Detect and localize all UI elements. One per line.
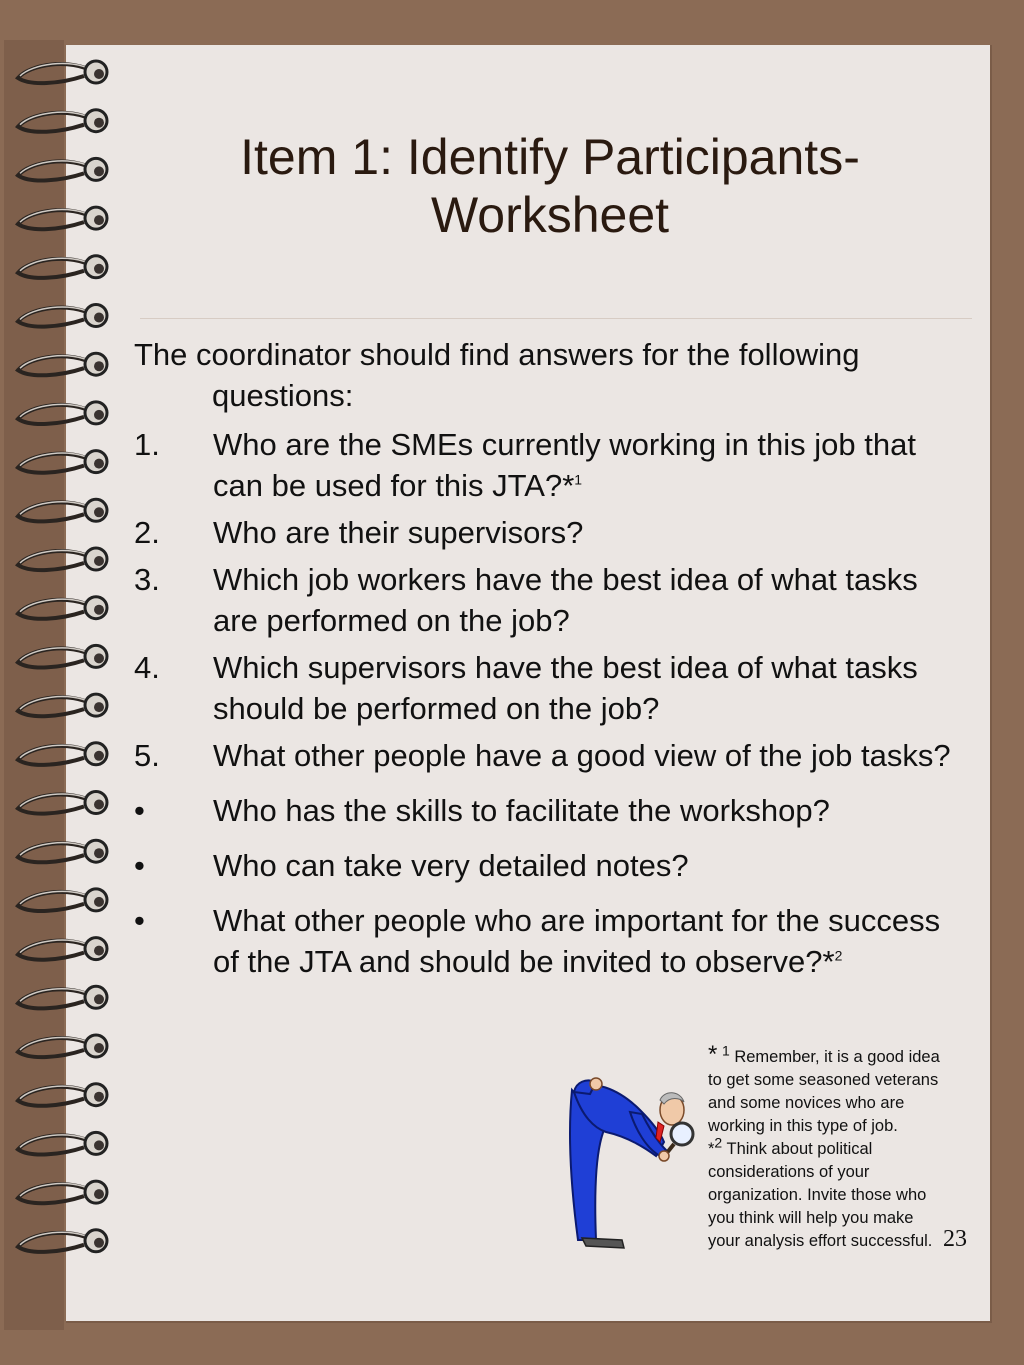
spiral-ring	[18, 597, 107, 619]
footnote	[708, 1043, 948, 1253]
title-line-1: Item 1: Identify Participants-	[240, 129, 860, 185]
intro-text: The coordinator should find answers for the following questions:	[134, 337, 860, 413]
question-item	[134, 647, 954, 729]
question-marker: •	[134, 793, 145, 828]
title-line-2: Worksheet	[430, 187, 670, 243]
spiral-ring	[18, 207, 107, 229]
spiral-ring	[18, 694, 107, 716]
question-text: Who are the SMEs currently working in this job that can be used for this JTA?*	[213, 427, 916, 503]
question-marker: 1.	[134, 427, 160, 462]
question-text: Who are their supervisors?	[213, 515, 584, 550]
man-with-magnifying-glass-icon	[560, 1070, 700, 1260]
question-marker: •	[134, 903, 145, 938]
spiral-ring	[18, 986, 107, 1008]
spiral-ring	[18, 645, 107, 667]
spiral-ring	[18, 840, 107, 862]
question-marker: 3.	[134, 562, 160, 597]
spiral-binding-icon	[0, 0, 130, 1365]
question-marker: •	[134, 848, 145, 883]
question-item	[134, 735, 954, 776]
spiral-ring	[18, 305, 107, 327]
question-text: What other people have a good view of the job tasks?	[213, 738, 951, 773]
spiral-ring	[18, 1132, 107, 1154]
question-text: What other people who are important for the success of the JTA and should be invited to observe?*	[213, 903, 941, 979]
question-marker: 5.	[134, 738, 160, 773]
footnote-star: *	[708, 1041, 718, 1068]
spiral-ring	[18, 61, 107, 83]
question-marker: 4.	[134, 650, 160, 685]
spiral-ring	[18, 1181, 107, 1203]
spiral-ring	[18, 353, 107, 375]
question-item	[134, 559, 954, 641]
footnote-sup-1: 1	[721, 1042, 730, 1059]
question-footnote-ref: 1	[574, 471, 583, 488]
footnote-sup-2: 2	[714, 1134, 723, 1151]
spiral-ring	[18, 548, 107, 570]
question-item	[134, 845, 954, 886]
question-item	[134, 512, 954, 553]
page-number: 23	[943, 1226, 967, 1252]
question-marker: 2.	[134, 515, 160, 550]
question-item	[134, 790, 954, 831]
title-divider	[140, 318, 972, 319]
spiral-ring	[18, 110, 107, 132]
question-text: Which supervisors have the best idea of what tasks should be performed on the job?	[213, 650, 918, 726]
spiral-ring	[18, 1035, 107, 1057]
spiral-ring	[18, 402, 107, 424]
slide-body	[134, 334, 954, 988]
spiral-ring	[18, 158, 107, 180]
spiral-ring	[18, 1084, 107, 1106]
footnote-note-1: Remember, it is a good idea to get some seasoned veterans and some novices who are working in this type of job.	[708, 1048, 940, 1135]
question-text: Who can take very detailed notes?	[213, 848, 689, 883]
question-item	[134, 900, 954, 982]
footnote-prefix-2: *	[708, 1140, 715, 1158]
question-item	[134, 424, 954, 506]
spiral-ring	[18, 889, 107, 911]
question-text: Who has the skills to facilitate the workshop?	[213, 793, 830, 828]
spiral-ring	[18, 792, 107, 814]
footnote-note-2: Think about political considerations of your organization. Invite those who you think will help you make your analysis effort successful.	[708, 1140, 933, 1250]
question-text: Which job workers have the best idea of what tasks are performed on the job?	[213, 562, 918, 638]
spiral-ring	[18, 1230, 107, 1252]
spiral-ring	[18, 499, 107, 521]
spiral-ring	[18, 451, 107, 473]
question-footnote-ref: 2	[834, 947, 843, 964]
spiral-ring	[18, 743, 107, 765]
spiral-ring	[18, 938, 107, 960]
spiral-ring	[18, 256, 107, 278]
question-list	[134, 424, 954, 982]
slide-title	[140, 128, 960, 244]
